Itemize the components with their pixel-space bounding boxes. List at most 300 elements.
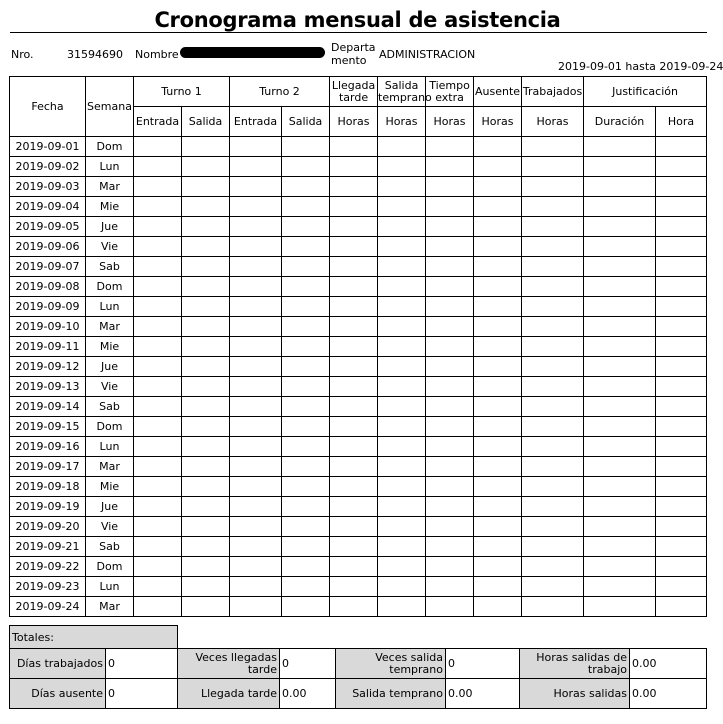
col-ausente: Ausente [474, 77, 522, 107]
col-turno1: Turno 1 [134, 77, 230, 107]
empty-cell [330, 277, 378, 297]
empty-cell [426, 237, 474, 257]
nombre-label: Nombre [135, 48, 179, 61]
empty-cell [584, 137, 656, 157]
table-row [10, 297, 707, 317]
empty-cell [282, 137, 330, 157]
table-row [10, 517, 707, 537]
empty-cell [522, 517, 584, 537]
empty-cell [182, 457, 230, 477]
row-fecha: 2019-09-20 [10, 517, 86, 537]
nro-label: Nro. [11, 48, 34, 61]
empty-cell [230, 337, 282, 357]
empty-cell [282, 357, 330, 377]
empty-cell [182, 517, 230, 537]
empty-cell [378, 377, 426, 397]
empty-cell [656, 497, 707, 517]
empty-cell [230, 497, 282, 517]
empty-cell [522, 217, 584, 237]
empty-cell [182, 277, 230, 297]
empty-cell [522, 257, 584, 277]
empty-cell [426, 357, 474, 377]
empty-cell [330, 197, 378, 217]
empty-cell [378, 257, 426, 277]
empty-cell [474, 577, 522, 597]
row-semana: Sab [86, 397, 134, 417]
row-fecha: 2019-09-07 [10, 257, 86, 277]
col-extra-horas: Horas [426, 107, 474, 137]
empty-cell [584, 517, 656, 537]
empty-cell [134, 537, 182, 557]
empty-cell [522, 177, 584, 197]
empty-cell [230, 177, 282, 197]
empty-cell [656, 197, 707, 217]
empty-cell [182, 337, 230, 357]
empty-cell [426, 477, 474, 497]
empty-cell [426, 377, 474, 397]
empty-cell [584, 357, 656, 377]
row-fecha: 2019-09-21 [10, 537, 86, 557]
empty-cell [584, 537, 656, 557]
empty-cell [230, 297, 282, 317]
empty-cell [282, 597, 330, 617]
empty-cell [522, 237, 584, 257]
table-row [10, 397, 707, 417]
empty-cell [522, 377, 584, 397]
empty-cell [378, 397, 426, 417]
row-semana: Vie [86, 377, 134, 397]
empty-cell [230, 357, 282, 377]
empty-cell [282, 277, 330, 297]
empty-cell [182, 177, 230, 197]
empty-cell [426, 277, 474, 297]
table-row [10, 157, 707, 177]
empty-cell [474, 397, 522, 417]
empty-cell [522, 197, 584, 217]
table-row [10, 577, 707, 597]
row-semana: Mie [86, 337, 134, 357]
empty-cell [426, 457, 474, 477]
row-fecha: 2019-09-01 [10, 137, 86, 157]
empty-cell [522, 497, 584, 517]
empty-cell [474, 457, 522, 477]
empty-cell [426, 157, 474, 177]
empty-cell [656, 137, 707, 157]
empty-cell [330, 377, 378, 397]
empty-cell [330, 417, 378, 437]
row-fecha: 2019-09-24 [10, 597, 86, 617]
row-semana: Jue [86, 497, 134, 517]
empty-cell [426, 297, 474, 317]
empty-cell [584, 397, 656, 417]
table-row [10, 357, 707, 377]
empty-cell [134, 197, 182, 217]
empty-cell [584, 257, 656, 277]
empty-cell [282, 297, 330, 317]
horas-salidas-value: 0.00 [630, 679, 707, 709]
row-semana: Sab [86, 537, 134, 557]
empty-cell [282, 477, 330, 497]
empty-cell [134, 597, 182, 617]
empty-cell [282, 417, 330, 437]
empty-cell [282, 497, 330, 517]
empty-cell [656, 477, 707, 497]
empty-cell [656, 557, 707, 577]
salida-temprano-value: 0.00 [446, 679, 520, 709]
empty-cell [378, 537, 426, 557]
empty-cell [656, 157, 707, 177]
col-fecha: Fecha [10, 77, 86, 137]
empty-cell [656, 337, 707, 357]
row-semana: Mar [86, 457, 134, 477]
empty-cell [426, 557, 474, 577]
empty-cell [230, 397, 282, 417]
table-row [10, 237, 707, 257]
row-semana: Lun [86, 157, 134, 177]
empty-cell [378, 277, 426, 297]
empty-cell [426, 257, 474, 277]
horas-salidas-label: Horas salidas [520, 679, 630, 709]
totals-label: Totales: [10, 626, 178, 649]
empty-cell [330, 297, 378, 317]
empty-cell [378, 217, 426, 237]
empty-cell [330, 337, 378, 357]
table-row [10, 497, 707, 517]
row-fecha: 2019-09-10 [10, 317, 86, 337]
empty-cell [230, 417, 282, 437]
empty-cell [378, 437, 426, 457]
empty-cell [182, 297, 230, 317]
empty-cell [656, 257, 707, 277]
empty-cell [282, 577, 330, 597]
row-semana: Mar [86, 597, 134, 617]
empty-cell [378, 297, 426, 317]
table-row [10, 417, 707, 437]
table-row [10, 197, 707, 217]
empty-cell [584, 177, 656, 197]
empty-cell [426, 177, 474, 197]
empty-cell [584, 597, 656, 617]
col-ausente-horas: Horas [474, 107, 522, 137]
col-salida-horas: Horas [378, 107, 426, 137]
table-row [10, 537, 707, 557]
empty-cell [230, 217, 282, 237]
table-row [10, 437, 707, 457]
table-row [10, 217, 707, 237]
empty-cell [656, 517, 707, 537]
empty-cell [134, 357, 182, 377]
row-fecha: 2019-09-22 [10, 557, 86, 577]
veces-llegadas-tarde-value: 0 [280, 649, 336, 679]
empty-cell [282, 257, 330, 277]
empty-cell [282, 537, 330, 557]
empty-cell [134, 377, 182, 397]
empty-cell [584, 297, 656, 317]
empty-cell [230, 457, 282, 477]
empty-cell [230, 557, 282, 577]
empty-cell [182, 217, 230, 237]
empty-cell [474, 377, 522, 397]
table-row [10, 557, 707, 577]
row-semana: Mie [86, 477, 134, 497]
empty-cell [230, 537, 282, 557]
empty-cell [584, 477, 656, 497]
empty-cell [134, 497, 182, 517]
empty-cell [330, 177, 378, 197]
empty-cell [230, 597, 282, 617]
empty-cell [584, 277, 656, 297]
empty-cell [474, 177, 522, 197]
empty-cell [330, 137, 378, 157]
empty-cell [426, 577, 474, 597]
llegada-tarde-value: 0.00 [280, 679, 336, 709]
empty-cell [656, 277, 707, 297]
empty-cell [330, 237, 378, 257]
empty-cell [330, 357, 378, 377]
empty-cell [584, 437, 656, 457]
empty-cell [522, 397, 584, 417]
empty-cell [474, 217, 522, 237]
empty-cell [134, 577, 182, 597]
attendance-table [9, 76, 707, 617]
empty-cell [378, 157, 426, 177]
empty-cell [474, 197, 522, 217]
col-semana: Semana [86, 77, 134, 137]
empty-cell [522, 477, 584, 497]
empty-cell [474, 477, 522, 497]
empty-cell [522, 157, 584, 177]
empty-cell [282, 437, 330, 457]
row-semana: Lun [86, 577, 134, 597]
page-title: Cronograma mensual de asistencia [154, 8, 561, 32]
veces-salida-temprano-label: Veces salida temprano [336, 649, 446, 679]
empty-cell [378, 357, 426, 377]
empty-cell [656, 577, 707, 597]
empty-cell [378, 577, 426, 597]
empty-cell [426, 597, 474, 617]
empty-cell [330, 157, 378, 177]
empty-cell [426, 537, 474, 557]
empty-cell [474, 497, 522, 517]
row-semana: Dom [86, 137, 134, 157]
empty-cell [378, 137, 426, 157]
row-fecha: 2019-09-11 [10, 337, 86, 357]
row-semana: Sab [86, 257, 134, 277]
nro-value: 31594690 [67, 48, 123, 61]
empty-cell [182, 557, 230, 577]
empty-cell [330, 557, 378, 577]
col-llegada-horas: Horas [330, 107, 378, 137]
empty-cell [522, 277, 584, 297]
row-fecha: 2019-09-09 [10, 297, 86, 317]
empty-cell [230, 237, 282, 257]
title-underline [10, 32, 707, 33]
llegada-tarde-label: Llegada tarde [178, 679, 280, 709]
table-row [10, 177, 707, 197]
empty-cell [282, 557, 330, 577]
empty-cell [134, 477, 182, 497]
empty-cell [134, 137, 182, 157]
empty-cell [426, 317, 474, 337]
row-semana: Dom [86, 277, 134, 297]
row-fecha: 2019-09-13 [10, 377, 86, 397]
empty-cell [378, 177, 426, 197]
col-turno2-salida: Salida [282, 107, 330, 137]
dias-ausente-label: Días ausente [10, 679, 106, 709]
empty-cell [522, 137, 584, 157]
empty-cell [182, 537, 230, 557]
empty-cell [282, 197, 330, 217]
empty-cell [474, 597, 522, 617]
empty-cell [584, 197, 656, 217]
empty-cell [330, 497, 378, 517]
empty-cell [230, 197, 282, 217]
row-semana: Jue [86, 357, 134, 377]
empty-cell [426, 517, 474, 537]
empty-cell [474, 517, 522, 537]
empty-cell [656, 377, 707, 397]
horas-salidas-trabajo-value: 0.00 [630, 649, 707, 679]
table-row [10, 137, 707, 157]
empty-cell [182, 417, 230, 437]
row-fecha: 2019-09-04 [10, 197, 86, 217]
empty-cell [330, 537, 378, 557]
empty-cell [378, 317, 426, 337]
empty-cell [584, 317, 656, 337]
empty-cell [378, 497, 426, 517]
empty-cell [426, 417, 474, 437]
empty-cell [134, 257, 182, 277]
empty-cell [378, 197, 426, 217]
empty-cell [426, 497, 474, 517]
empty-cell [282, 217, 330, 237]
empty-cell [330, 317, 378, 337]
empty-cell [134, 237, 182, 257]
empty-cell [230, 317, 282, 337]
empty-cell [378, 557, 426, 577]
empty-cell [230, 517, 282, 537]
empty-cell [522, 357, 584, 377]
empty-cell [282, 397, 330, 417]
row-semana: Lun [86, 297, 134, 317]
empty-cell [230, 277, 282, 297]
empty-cell [656, 357, 707, 377]
empty-cell [474, 357, 522, 377]
table-row [10, 257, 707, 277]
empty-cell [230, 377, 282, 397]
empty-cell [134, 317, 182, 337]
col-turno2: Turno 2 [230, 77, 330, 107]
empty-cell [282, 457, 330, 477]
empty-cell [522, 417, 584, 437]
empty-cell [474, 237, 522, 257]
col-tiempo-extra: Tiempo extra [426, 77, 474, 107]
dias-trabajados-label: Días trabajados [10, 649, 106, 679]
empty-cell [182, 197, 230, 217]
empty-cell [656, 537, 707, 557]
empty-cell [584, 417, 656, 437]
empty-cell [656, 297, 707, 317]
row-fecha: 2019-09-05 [10, 217, 86, 237]
row-fecha: 2019-09-19 [10, 497, 86, 517]
empty-cell [378, 457, 426, 477]
empty-cell [230, 437, 282, 457]
empty-cell [134, 417, 182, 437]
empty-cell [282, 157, 330, 177]
empty-cell [656, 597, 707, 617]
empty-cell [134, 217, 182, 237]
empty-cell [182, 597, 230, 617]
empty-cell [230, 477, 282, 497]
table-row [10, 457, 707, 477]
empty-cell [474, 417, 522, 437]
empty-cell [378, 477, 426, 497]
empty-cell [522, 337, 584, 357]
row-fecha: 2019-09-16 [10, 437, 86, 457]
empty-cell [378, 337, 426, 357]
row-semana: Dom [86, 417, 134, 437]
empty-cell [330, 397, 378, 417]
empty-cell [330, 217, 378, 237]
empty-cell [426, 217, 474, 237]
empty-cell [522, 577, 584, 597]
empty-cell [656, 237, 707, 257]
empty-cell [330, 257, 378, 277]
empty-cell [656, 437, 707, 457]
empty-cell [134, 337, 182, 357]
empty-cell [182, 377, 230, 397]
col-justificacion: Justificación [584, 77, 707, 107]
empty-cell [230, 157, 282, 177]
empty-cell [282, 517, 330, 537]
col-turno2-entrada: Entrada [230, 107, 282, 137]
empty-cell [330, 477, 378, 497]
empty-cell [426, 337, 474, 357]
empty-cell [584, 157, 656, 177]
empty-cell [282, 377, 330, 397]
empty-cell [134, 457, 182, 477]
date-range: 2019-09-01 hasta 2019-09-24 [558, 60, 723, 73]
empty-cell [282, 177, 330, 197]
table-row [10, 377, 707, 397]
row-semana: Dom [86, 557, 134, 577]
empty-cell [584, 557, 656, 577]
empty-cell [584, 377, 656, 397]
empty-cell [474, 257, 522, 277]
row-semana: Mie [86, 197, 134, 217]
empty-cell [378, 597, 426, 617]
empty-cell [134, 177, 182, 197]
col-salida-temprano: Salida temprano [378, 77, 426, 107]
empty-cell [134, 557, 182, 577]
empty-cell [522, 297, 584, 317]
row-semana: Jue [86, 217, 134, 237]
empty-cell [656, 217, 707, 237]
empty-cell [330, 437, 378, 457]
empty-cell [378, 517, 426, 537]
empty-cell [584, 497, 656, 517]
table-row [10, 337, 707, 357]
row-fecha: 2019-09-23 [10, 577, 86, 597]
empty-cell [230, 257, 282, 277]
empty-cell [330, 457, 378, 477]
empty-cell [474, 337, 522, 357]
empty-cell [426, 197, 474, 217]
empty-cell [182, 437, 230, 457]
empty-cell [656, 317, 707, 337]
row-fecha: 2019-09-15 [10, 417, 86, 437]
empty-cell [474, 277, 522, 297]
